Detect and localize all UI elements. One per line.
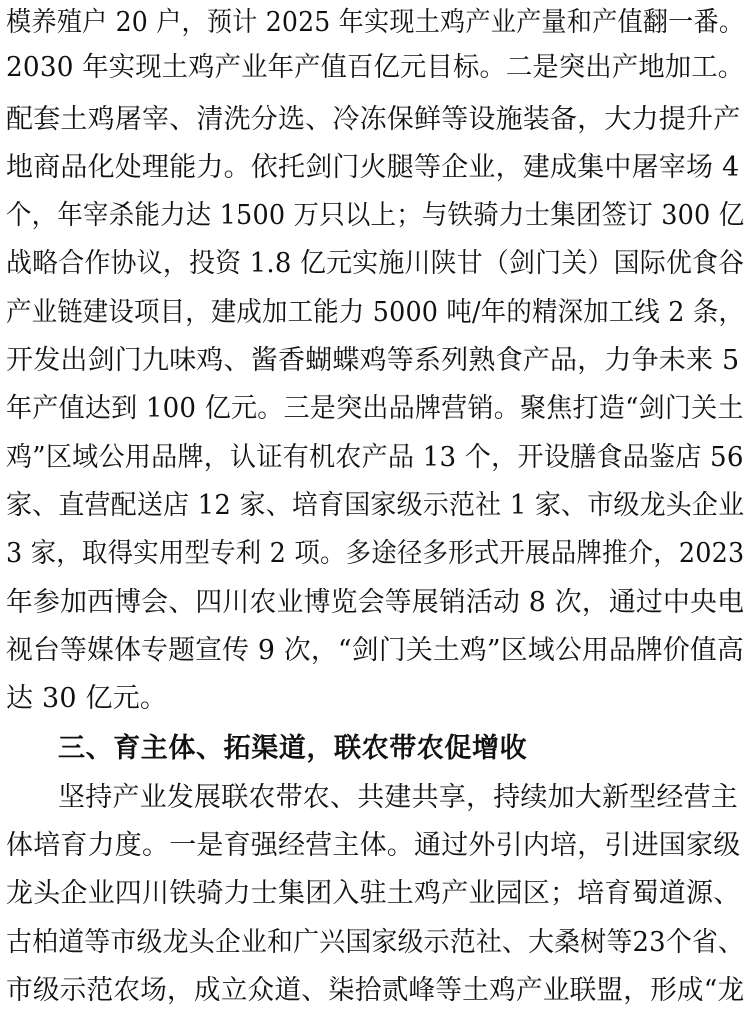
paragraph-line: 体培育力度。一是育强经营主体。通过外引内培，引进国家级 (6, 830, 741, 861)
paragraph-line: 个，年宰杀能力达 1500 万只以上；与铁骑力士集团签订 300 亿 (6, 200, 745, 231)
paragraph-line: 年产值达到 100 亿元。三是突出品牌营销。聚焦打造“剑门关土 (6, 393, 744, 424)
paragraph-line: 模养殖户 20 户，预计 2025 年实现土鸡产业产量和产值翻一番。 (6, 7, 745, 38)
paragraph-line: 达 30 亿元。 (6, 683, 168, 714)
paragraph-line: 古柏道等市级龙头企业和广兴国家级示范社、大桑树等23个省、 (6, 927, 745, 958)
paragraph-line: 3 家，取得实用型专利 2 项。多途径多形式开展品牌推介，2023 (6, 538, 745, 569)
paragraph-line: 坚持产业发展联农带农、共建共享，持续加大新型经营主 (58, 782, 738, 813)
paragraph-line: 产业链建设项目，建成加工能力 5000 吨/年的精深加工线 2 条， (6, 297, 745, 328)
paragraph-line: 龙头企业四川铁骑力士集团入驻土鸡产业园区；培育蜀道源、 (6, 878, 741, 909)
paragraph-line: 鸡”区域公用品牌，认证有机农产品 13 个，开设膳食品鉴店 56 (6, 442, 744, 473)
paragraph-line: 市级示范农场，成立众道、柒拾贰峰等土鸡产业联盟，形成“龙 (6, 975, 745, 1006)
paragraph-line: 2030 年实现土鸡产业年产值百亿元目标。二是突出产地加工。 (6, 52, 745, 83)
section-heading: 三、育主体、拓渠道，联农带农促增收 (58, 733, 528, 764)
paragraph-line: 视台等媒体专题宣传 9 次，“剑门关土鸡”区域公用品牌价值高 (6, 635, 744, 666)
paragraph-line: 开发出剑门九味鸡、酱香蝴蝶鸡等系列熟食产品，力争未来 5 (6, 345, 740, 376)
paragraph-line: 地商品化处理能力。依托剑门火腿等企业，建成集中屠宰场 4 (6, 152, 740, 183)
paragraph-line: 家、直营配送店 12 家、培育国家级示范社 1 家、市级龙头企业 (6, 490, 745, 521)
paragraph-line: 年参加西博会、四川农业博览会等展销活动 8 次，通过中央电 (6, 587, 745, 618)
paragraph-line: 配套土鸡屠宰、清洗分选、冷冻保鲜等设施装备，大力提升产 (6, 104, 741, 135)
paragraph-line: 战略合作协议，投资 1.8 亿元实施川陕甘（剑门关）国际优食谷 (6, 248, 745, 279)
